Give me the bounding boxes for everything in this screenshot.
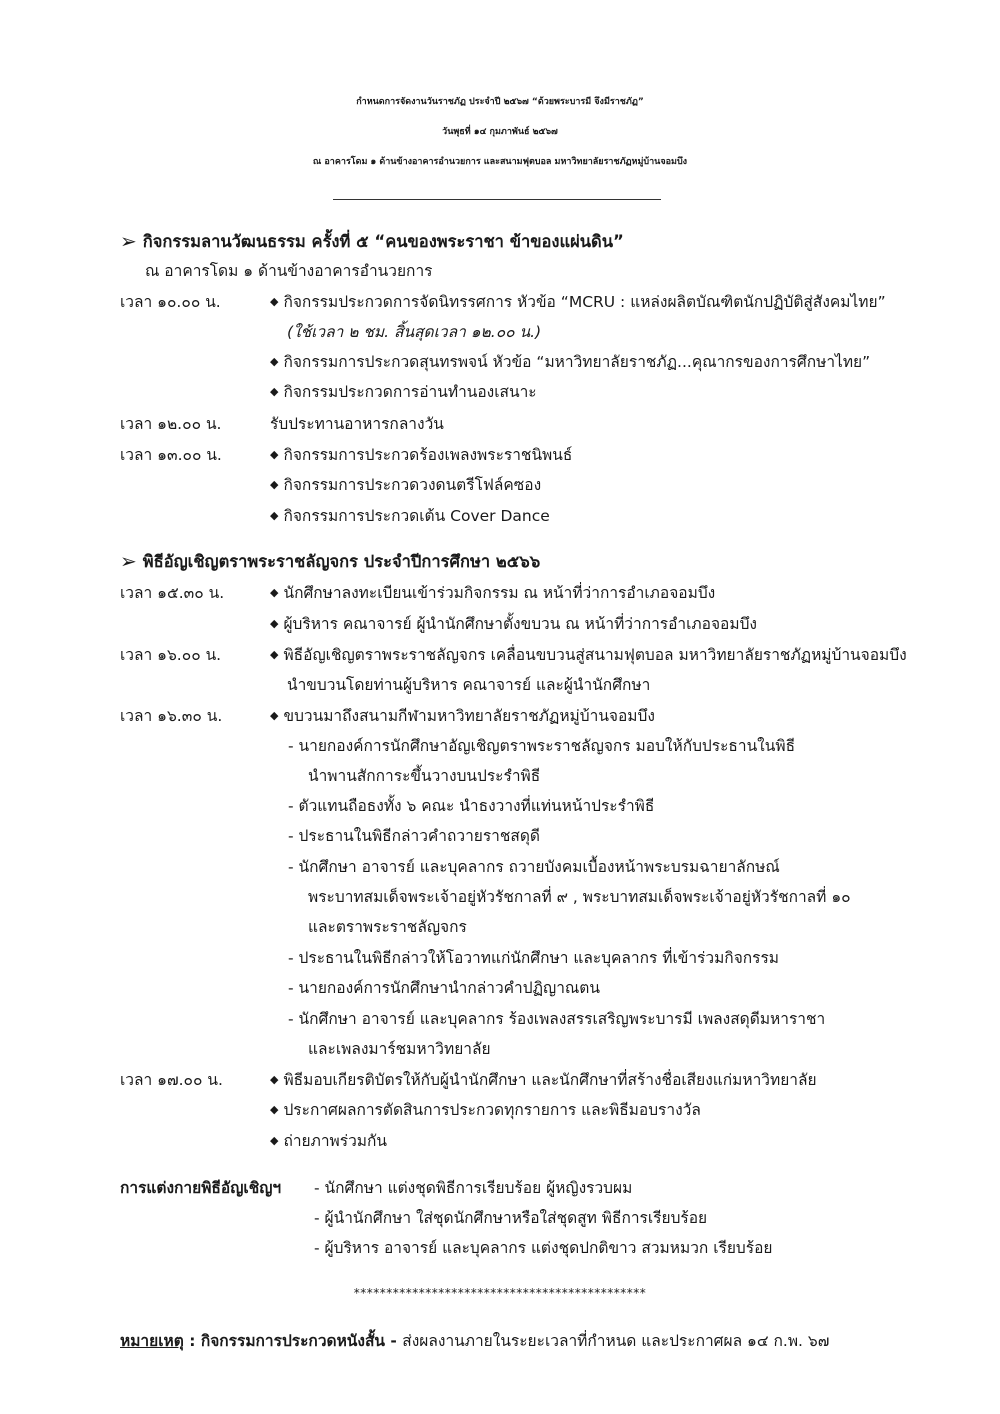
- note-text: ส่งผลงานภายในระยะเวลาที่กำหนด และประกาศผล ๑๔ ก.พ. ๖๗: [402, 1332, 830, 1350]
- dress-item: - ผู้บริหาร อาจารย์ และบุคลากร แต่งชุดปกติขาว สวมหมวก เรียบร้อย: [314, 1236, 772, 1260]
- activity-item: ◆ กิจกรรมการประกวดวงดนตรีโฟล์คซอง: [270, 473, 541, 497]
- time-label: เวลา ๑๖.๐๐ น.: [120, 646, 222, 664]
- activity-item: ◆ กิจกรรมประกวดการจัดนิทรรศการ หัวข้อ “MCRU : แหล่งผลิตบัณฑิตนักปฏิบัติสู่สังคมไทย”: [270, 290, 886, 314]
- activity-item: ◆ ประกาศผลการตัดสินการประกวดทุกรายการ และพิธีมอบรางวัล: [270, 1098, 701, 1122]
- activity-item: ◆ ขบวนมาถึงสนามกีฬามหาวิทยาลัยราชภัฏหมู่บ้านจอมบึง: [270, 704, 655, 728]
- activity-item: ◆ ถ่ายภาพร่วมกัน: [270, 1129, 387, 1153]
- activity-item: ◆ กิจกรรมการประกวดร้องเพลงพระราชนิพนธ์: [270, 443, 572, 467]
- sub-item-cont: พระบาทสมเด็จพระเจ้าอยู่หัวรัชกาลที่ ๙ , พระบาทสมเด็จพระเจ้าอยู่หัวรัชกาลที่ ๑๐: [308, 888, 851, 906]
- sub-item: - นายกองค์การนักศึกษาอัญเชิญตราพระราชลัญจกร มอบให้กับประธานในพิธี: [288, 734, 795, 758]
- time-label: เวลา ๑๖.๓๐ น.: [120, 707, 223, 725]
- sub-item: - นายกองค์การนักศึกษานำกล่าวคำปฏิญาณตน: [288, 976, 600, 1000]
- section2-title: พิธีอัญเชิญตราพระราชลัญจกร ประจำปีการศึกษา ๒๕๖๖: [142, 552, 541, 571]
- sub-item-cont: และเพลงมาร์ชมหาวิทยาลัย: [308, 1040, 491, 1058]
- activity-item: ◆ กิจกรรมประกวดการอ่านทำนองเสนาะ: [270, 380, 537, 404]
- arrow-bullet-icon: ➢: [120, 549, 137, 573]
- activity-item: ◆ กิจกรรมการประกวดสุนทรพจน์ หัวข้อ “มหาวิทยาลัยราชภัฏ...คุณากรของการศึกษาไทย”: [270, 350, 870, 374]
- section1-title: กิจกรรมลานวัฒนธรรม ครั้งที่ ๕ “คนของพระราชา ข้าของแผ่นดิน”: [142, 232, 624, 251]
- note-line: หมายเหตุ : กิจกรรมการประกวดหนังสั้น - ส่งผลงานภายในระยะเวลาที่กำหนด และประกาศผล ๑๔ ก.พ. ๖๗: [120, 1332, 830, 1350]
- header-venue: ณ อาคารโดม ๑ ด้านข้างอาคารอำนวยการ และสนามฟุตบอล มหาวิทยาลัยราชภัฏหมู่บ้านจอมบึง: [312, 157, 688, 167]
- dress-item: - นักศึกษา แต่งชุดพิธีการเรียบร้อย ผู้หญิงรวบผม: [314, 1176, 632, 1200]
- dress-label: การแต่งกายพิธีอัญเชิญฯ: [120, 1179, 282, 1197]
- activity-item: ◆ ผู้บริหาร คณาจารย์ ผู้นำนักศึกษาตั้งขบวน ณ หน้าที่ว่าการอำเภอจอมบึง: [270, 612, 757, 636]
- time-label: เวลา ๑๓.๐๐ น.: [120, 446, 222, 464]
- header-divider: [333, 199, 661, 200]
- activity-item: ◆ นักศึกษาลงทะเบียนเข้าร่วมกิจกรรม ณ หน้าที่ว่าการอำเภอจอมบึง: [270, 581, 715, 605]
- activity-item-cont: นำขบวนโดยท่านผู้บริหาร คณาจารย์ และผู้นำนักศึกษา: [287, 676, 651, 694]
- sub-item: - ประธานในพิธีกล่าวคำถวายราชสดุดี: [288, 824, 540, 848]
- dress-item: - ผู้นำนักศึกษา ใส่ชุดนักศึกษาหรือใส่ชุดสูท พิธีการเรียบร้อย: [314, 1206, 707, 1230]
- activity-note: (ใช้เวลา ๒ ชม. สิ้นสุดเวลา ๑๒.๐๐ น.): [287, 323, 542, 341]
- header-title: กำหนดการจัดงานวันราชภัฏ ประจำปี ๒๕๖๗ “ด้วยพระบารมี จึงมีราชภัฏ”: [356, 97, 644, 107]
- activity-text: รับประทานอาหารกลางวัน: [270, 415, 444, 433]
- sub-item-cont: และตราพระราชลัญจกร: [308, 918, 467, 936]
- time-label: เวลา ๑๐.๐๐ น.: [120, 293, 221, 311]
- sub-item-cont: นำพานสักการะขึ้นวางบนประรำพิธี: [308, 767, 541, 785]
- sub-item: - นักศึกษา อาจารย์ และบุคลากร ถวายบังคมเบื้องหน้าพระบรมฉายาลักษณ์: [288, 855, 780, 879]
- activity-item: ◆ พิธีอัญเชิญตราพระราชลัญจกร เคลื่อนขบวนสู่สนามฟุตบอล มหาวิทยาลัยราชภัฏหมู่บ้านจอมบึง: [270, 643, 907, 667]
- sub-item: - ประธานในพิธีกล่าวให้โอวาทแก่นักศึกษา และบุคลากร ที่เข้าร่วมกิจกรรม: [288, 946, 779, 970]
- section2-heading: [120, 549, 540, 574]
- activity-item: ◆ กิจกรรมการประกวดเต้น Cover Dance: [270, 504, 550, 528]
- stars-divider: *********************************************: [353, 1286, 647, 1300]
- sub-item: - นักศึกษา อาจารย์ และบุคลากร ร้องเพลงสรรเสริญพระบารมี เพลงสดุดีมหาราชา: [288, 1007, 825, 1031]
- header-date: วันพุธที่ ๑๔ กุมภาพันธ์ ๒๕๖๗: [442, 127, 558, 137]
- arrow-bullet-icon: ➢: [120, 229, 137, 253]
- section1-venue: ณ อาคารโดม ๑ ด้านข้างอาคารอำนวยการ: [145, 262, 433, 280]
- sub-item: - ตัวแทนถือธงทั้ง ๖ คณะ นำธงวางที่แท่นหน้าประรำพิธี: [288, 794, 654, 818]
- time-label: เวลา ๑๗.๐๐ น.: [120, 1071, 223, 1089]
- section1-heading: [120, 229, 624, 254]
- note-label: หมายเหตุ: [120, 1332, 184, 1350]
- note-item: กิจกรรมการประกวดหนังสั้น: [200, 1332, 386, 1350]
- activity-item: ◆ พิธีมอบเกียรติบัตรให้กับผู้นำนักศึกษา และนักศึกษาที่สร้างชื่อเสียงแก่มหาวิทยาลัย: [270, 1068, 817, 1092]
- time-label: เวลา ๑๕.๓๐ น.: [120, 584, 225, 602]
- time-label: เวลา ๑๒.๐๐ น.: [120, 415, 222, 433]
